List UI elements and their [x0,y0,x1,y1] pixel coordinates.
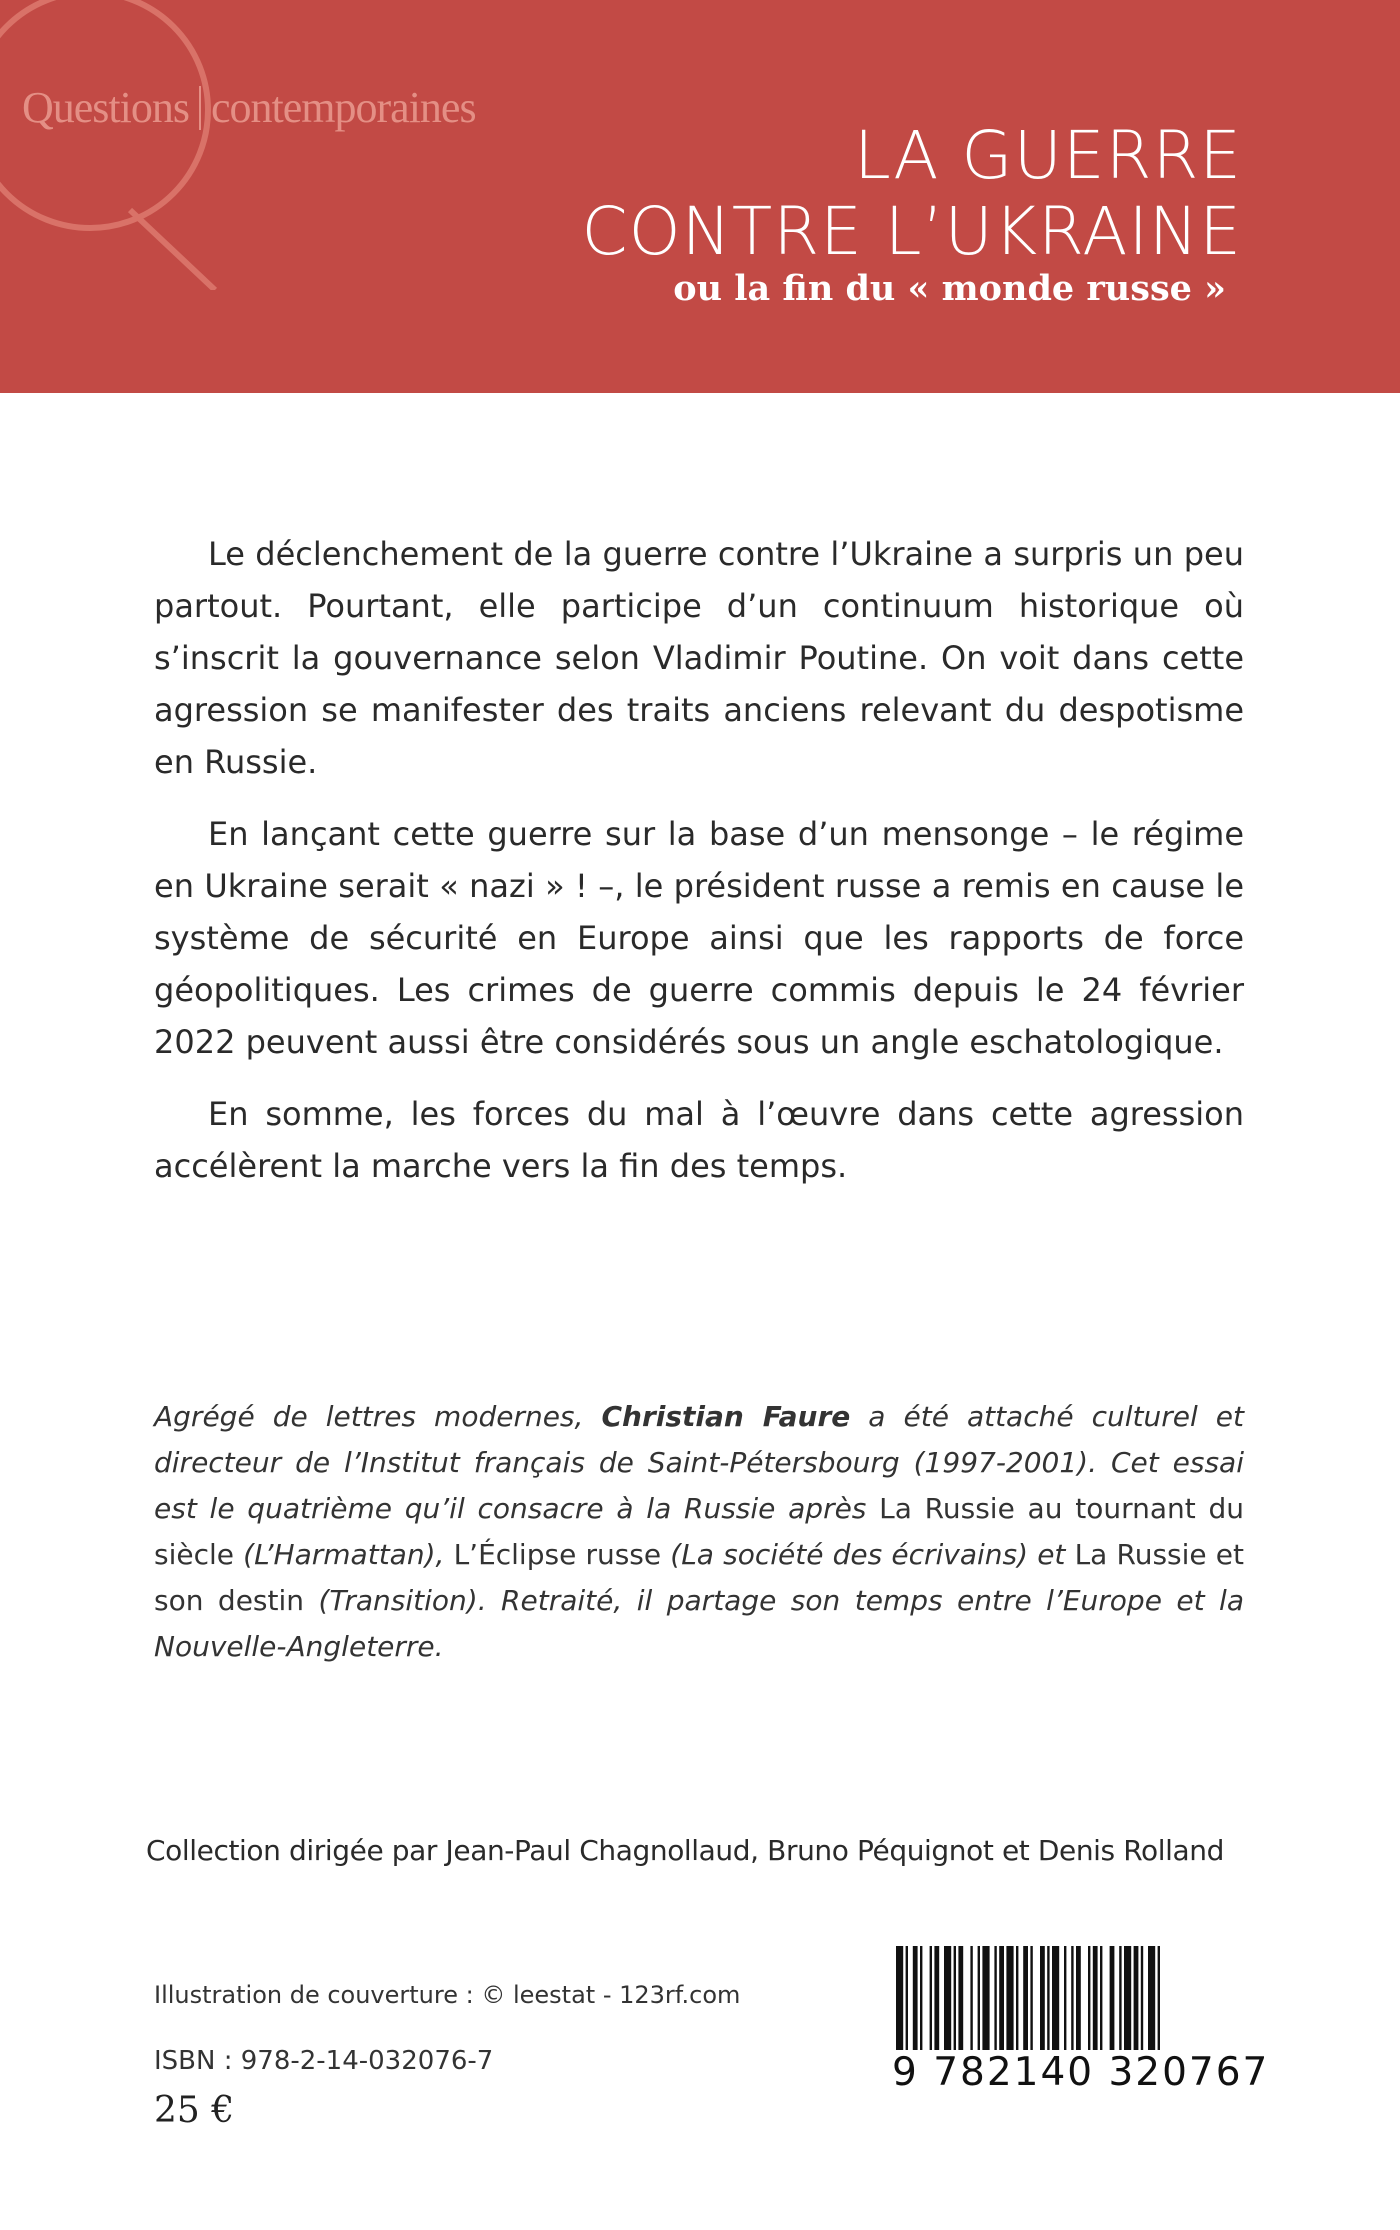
book-title-line-1: LA GUERRE [854,117,1242,194]
blurb-paragraph-1: Le déclenchement de la guerre contre l’Ukraine a surpris un peu partout. Pourtant, elle participe d’un continuum historique où s’inscrit la gouvernance selon Vladimir Poutine. On voit dans cette agression se manifester des traits anciens relevant du despotisme en Russie. [154,535,1244,781]
book-subtitle: ou la fin du « monde russe » [673,268,1226,309]
cover-banner [0,0,1400,393]
series-separator [199,86,201,130]
illustration-credit: Illustration de couverture : © leestat - 123rf.com [154,1981,741,2009]
barcode-digits: 9 782140 320767 [892,2050,1270,2095]
book-title-line-2: CONTRE L’UKRAINE [581,193,1242,270]
bio-book-1: La Russie au tournant du siècle [154,1492,1244,1571]
bio-publisher-2: (La société des écrivains) et [661,1538,1075,1571]
series-q-logo-icon [0,0,240,290]
collection-directors: Collection dirigée par Jean-Paul Chagnollaud, Bruno Péquignot et Denis Rolland [146,1834,1225,1867]
series-label [22,82,476,133]
bio-book-3: La Russie et son destin [154,1538,1244,1617]
author-name: Christian Faure [601,1400,851,1433]
series-word-questions: Questions [22,83,189,132]
isbn: ISBN : 978-2-14-032076-7 [154,2046,494,2076]
blurb-paragraph-2: En lançant cette guerre sur la base d’un mensonge – le régime en Ukraine serait « nazi » ! –, le président russe a remis en cause le système de sécurité en Europe ainsi que les rapports de force géopolitiques. Les crimes de guerre commis depuis le 24 février 2022 peuvent aussi être considérés sous un angle eschatologique. [154,815,1244,1061]
price: 25 € [154,2090,235,2131]
bio-text-1: Agrégé de lettres modernes, [154,1400,602,1433]
series-word-contemporaines: contemporaines [211,83,476,132]
author-bio [154,1394,1244,1670]
bio-book-2: L’Éclipse russe [453,1538,662,1571]
book-title [582,118,1242,270]
blurb-paragraph-3: En somme, les forces du mal à l’œuvre dans cette agression accélèrent la marche vers la fin des temps. [154,1095,1244,1185]
blurb [154,528,1244,1212]
bio-text-2: a été attaché culturel et directeur de l’Institut français de Saint-Pétersbourg (1997-2001). Cet essai est le quatrième qu’il consacre à la Russie après [154,1400,1245,1525]
bio-publisher-3: (Transition). Retraité, il partage son temps entre l’Europe et la Nouvelle-Angleterre. [154,1584,1244,1663]
bio-publisher-1: (L’Harmattan), [234,1538,454,1571]
